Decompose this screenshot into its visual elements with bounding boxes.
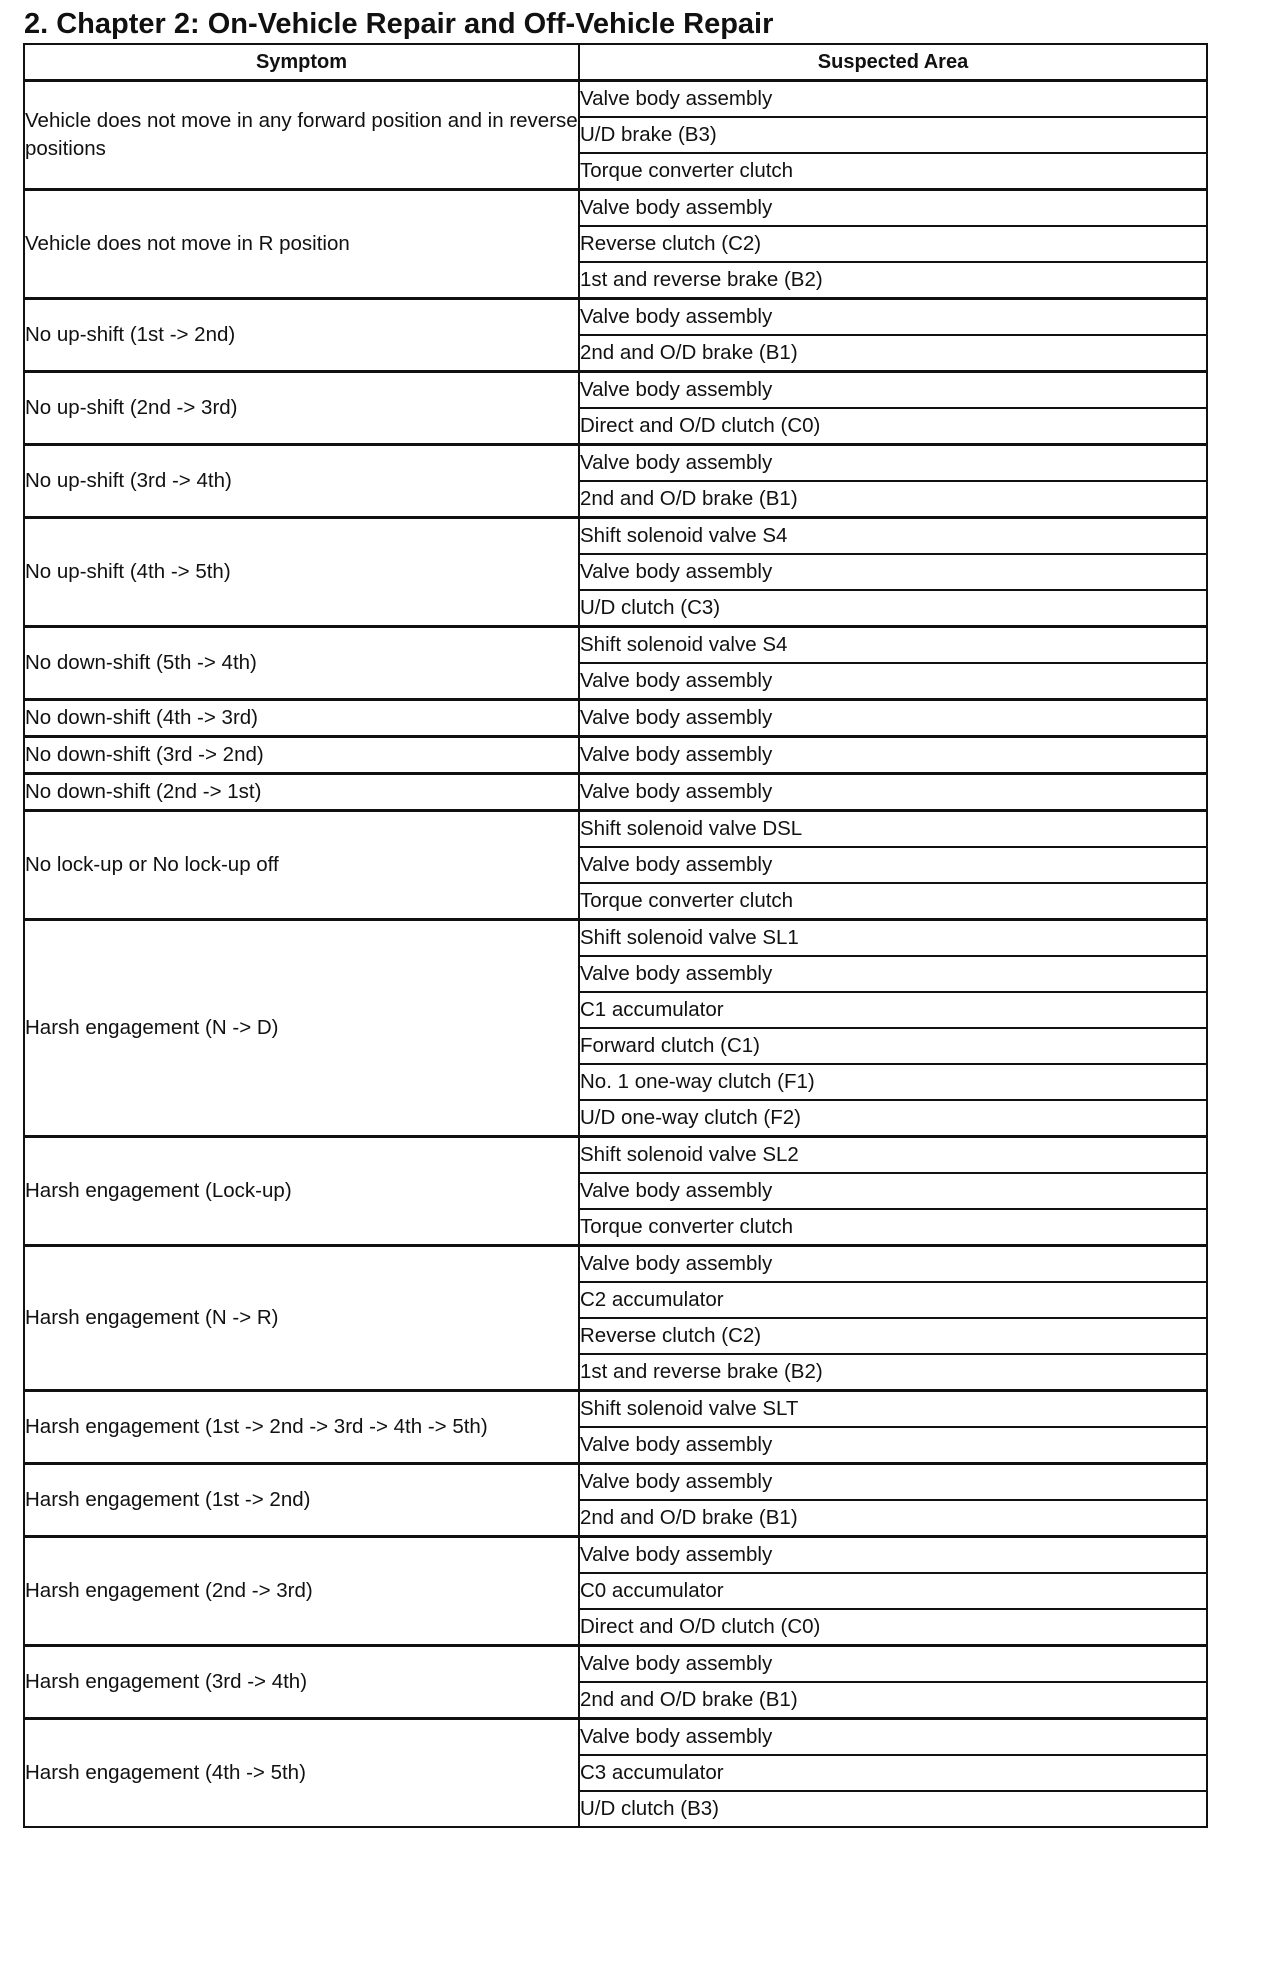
table-row-group-start	[24, 190, 1207, 227]
symptom-cell: Harsh engagement (4th -> 5th)	[24, 1719, 579, 1828]
symptom-cell: No down-shift (3rd -> 2nd)	[24, 737, 579, 774]
symptom-cell: Harsh engagement (1st -> 2nd -> 3rd -> 4th -> 5th)	[24, 1391, 579, 1464]
table-row-group-start	[24, 1464, 1207, 1501]
suspected-area-cell: Valve body assembly	[579, 774, 1207, 811]
suspected-area-cell: 2nd and O/D brake (B1)	[579, 335, 1207, 372]
suspected-area-cell: Valve body assembly	[579, 372, 1207, 409]
suspected-area-cell: 2nd and O/D brake (B1)	[579, 481, 1207, 518]
suspected-area-cell: Shift solenoid valve SL2	[579, 1137, 1207, 1174]
suspected-area-cell: Valve body assembly	[579, 554, 1207, 590]
suspected-area-cell: No. 1 one-way clutch (F1)	[579, 1064, 1207, 1100]
header-row	[24, 44, 1207, 81]
suspected-area-cell: C2 accumulator	[579, 1282, 1207, 1318]
suspected-area-cell: U/D one-way clutch (F2)	[579, 1100, 1207, 1137]
table-row-group-start	[24, 627, 1207, 664]
table-row-group-start	[24, 811, 1207, 848]
table-body	[24, 81, 1207, 1828]
table-row-group-start	[24, 299, 1207, 336]
table-row-group-start	[24, 1719, 1207, 1756]
table-row-group-start	[24, 1246, 1207, 1283]
suspected-area-cell: 2nd and O/D brake (B1)	[579, 1682, 1207, 1719]
suspected-area-cell: U/D brake (B3)	[579, 117, 1207, 153]
suspected-area-cell: U/D clutch (B3)	[579, 1791, 1207, 1827]
suspected-area-cell: Valve body assembly	[579, 1427, 1207, 1464]
table-row-group-start	[24, 81, 1207, 118]
suspected-area-cell: Valve body assembly	[579, 190, 1207, 227]
suspected-area-cell: Valve body assembly	[579, 1464, 1207, 1501]
suspected-area-cell: Direct and O/D clutch (C0)	[579, 1609, 1207, 1646]
suspected-area-cell: Valve body assembly	[579, 1537, 1207, 1574]
suspected-area-cell: Valve body assembly	[579, 847, 1207, 883]
suspected-area-cell: Valve body assembly	[579, 1173, 1207, 1209]
symptom-cell: Harsh engagement (3rd -> 4th)	[24, 1646, 579, 1719]
suspected-area-cell: Reverse clutch (C2)	[579, 1318, 1207, 1354]
suspected-area-cell: Valve body assembly	[579, 445, 1207, 482]
symptom-cell: Harsh engagement (Lock-up)	[24, 1137, 579, 1246]
suspected-area-cell: Torque converter clutch	[579, 153, 1207, 190]
table-row-group-start	[24, 372, 1207, 409]
suspected-area-cell: Valve body assembly	[579, 956, 1207, 992]
symptom-cell: No up-shift (3rd -> 4th)	[24, 445, 579, 518]
suspected-area-cell: C0 accumulator	[579, 1573, 1207, 1609]
suspected-area-cell: Valve body assembly	[579, 81, 1207, 118]
symptom-cell: Harsh engagement (N -> R)	[24, 1246, 579, 1391]
symptom-cell: No down-shift (4th -> 3rd)	[24, 700, 579, 737]
suspected-area-cell: Direct and O/D clutch (C0)	[579, 408, 1207, 445]
table-row-group-start	[24, 445, 1207, 482]
symptom-cell: Harsh engagement (1st -> 2nd)	[24, 1464, 579, 1537]
suspected-area-cell: Forward clutch (C1)	[579, 1028, 1207, 1064]
suspected-area-cell: Shift solenoid valve SL1	[579, 920, 1207, 957]
suspected-area-cell: Reverse clutch (C2)	[579, 226, 1207, 262]
suspected-area-cell: Torque converter clutch	[579, 1209, 1207, 1246]
suspected-area-cell: 1st and reverse brake (B2)	[579, 262, 1207, 299]
suspected-area-cell: Shift solenoid valve DSL	[579, 811, 1207, 848]
symptom-header: Symptom	[24, 44, 579, 81]
symptom-cell: No up-shift (2nd -> 3rd)	[24, 372, 579, 445]
symptom-cell: No up-shift (4th -> 5th)	[24, 518, 579, 627]
suspected-area-cell: Valve body assembly	[579, 1719, 1207, 1756]
symptom-cell: Harsh engagement (2nd -> 3rd)	[24, 1537, 579, 1646]
table-row-group-start	[24, 920, 1207, 957]
troubleshooting-table	[23, 43, 1208, 1828]
symptom-cell: Vehicle does not move in R position	[24, 190, 579, 299]
table-row-group-start	[24, 700, 1207, 737]
table-row-group-start	[24, 1137, 1207, 1174]
symptom-cell: No down-shift (2nd -> 1st)	[24, 774, 579, 811]
symptom-cell: No up-shift (1st -> 2nd)	[24, 299, 579, 372]
symptom-cell: Harsh engagement (N -> D)	[24, 920, 579, 1137]
page-title: 2. Chapter 2: On-Vehicle Repair and Off-Vehicle Repair	[24, 8, 774, 40]
suspected-area-cell: Valve body assembly	[579, 1246, 1207, 1283]
symptom-cell: No down-shift (5th -> 4th)	[24, 627, 579, 700]
symptom-cell: Vehicle does not move in any forward position and in reverse positions	[24, 81, 579, 190]
suspected-area-cell: C1 accumulator	[579, 992, 1207, 1028]
table-row-group-start	[24, 1391, 1207, 1428]
suspected-area-cell: C3 accumulator	[579, 1755, 1207, 1791]
table-row-group-start	[24, 774, 1207, 811]
suspected-area-header: Suspected Area	[579, 44, 1207, 81]
symptom-cell: No lock-up or No lock-up off	[24, 811, 579, 920]
suspected-area-cell: Valve body assembly	[579, 700, 1207, 737]
suspected-area-cell: Shift solenoid valve S4	[579, 627, 1207, 664]
table-row-group-start	[24, 737, 1207, 774]
table-row-group-start	[24, 518, 1207, 555]
suspected-area-cell: Torque converter clutch	[579, 883, 1207, 920]
table-row-group-start	[24, 1646, 1207, 1683]
suspected-area-cell: 1st and reverse brake (B2)	[579, 1354, 1207, 1391]
suspected-area-cell: Shift solenoid valve SLT	[579, 1391, 1207, 1428]
suspected-area-cell: 2nd and O/D brake (B1)	[579, 1500, 1207, 1537]
suspected-area-cell: Valve body assembly	[579, 737, 1207, 774]
table-row-group-start	[24, 1537, 1207, 1574]
suspected-area-cell: U/D clutch (C3)	[579, 590, 1207, 627]
suspected-area-cell: Valve body assembly	[579, 299, 1207, 336]
suspected-area-cell: Valve body assembly	[579, 1646, 1207, 1683]
suspected-area-cell: Shift solenoid valve S4	[579, 518, 1207, 555]
suspected-area-cell: Valve body assembly	[579, 663, 1207, 700]
